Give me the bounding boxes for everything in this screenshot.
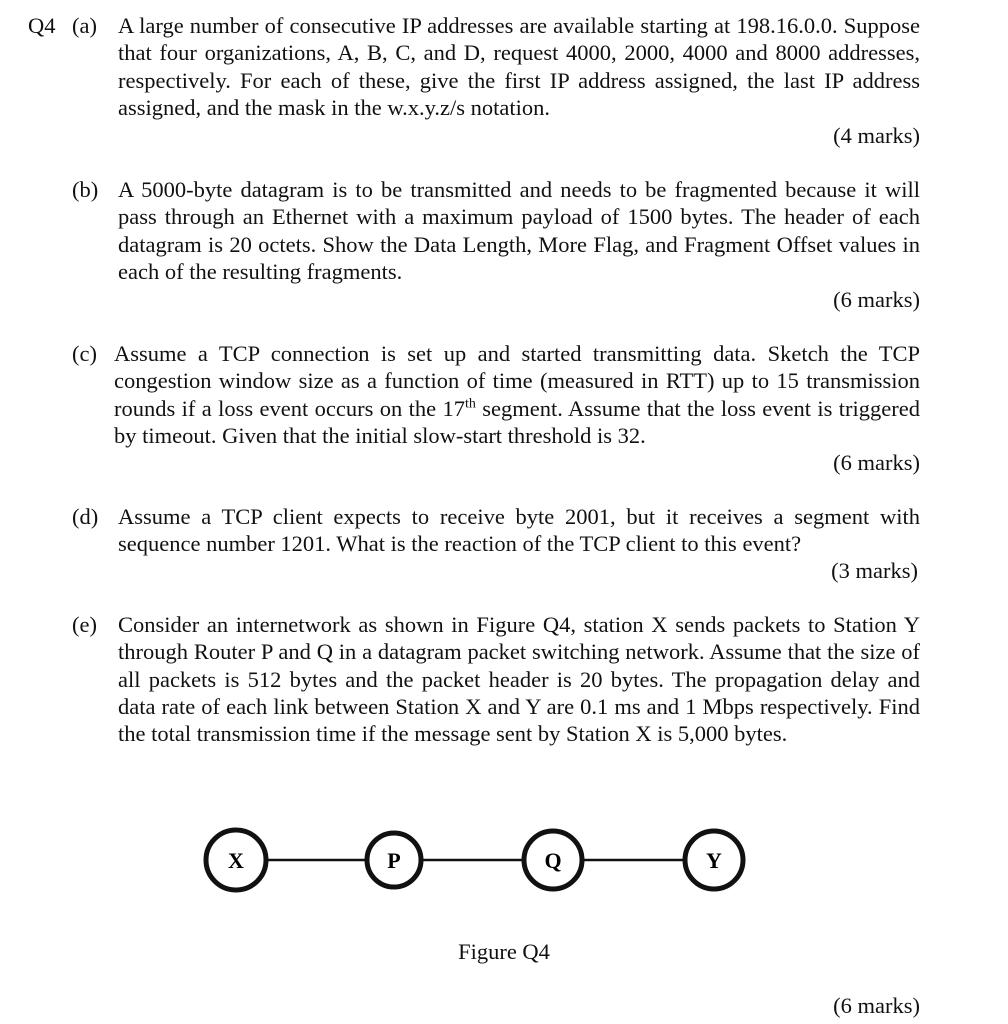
part-e-marks: (6 marks) [833,993,920,1018]
part-a [72,12,920,162]
part-d [72,503,920,563]
part-b-marks: (6 marks) [833,287,920,312]
part-c [72,340,920,460]
part-a-label: (a) [72,13,97,38]
part-c-label: (c) [72,341,97,366]
part-b [72,176,920,296]
node-x-label: X [228,848,244,873]
node-y [685,831,743,889]
node-p-label: P [387,848,401,873]
part-c-text [114,340,920,449]
figure-caption: Figure Q4 [458,939,550,964]
part-c-text-start: Assume a TCP connection is set up and started transmitting data. Sketch the TCP congestion window size as a function of time (measured in RTT) up to 15 transmission rounds if a loss event occurs on the 17 [114,341,920,421]
node-x [206,830,266,890]
part-e [72,611,920,781]
part-c-text-end: segment. Assume that the loss event is triggered by timeout. Given that the initial slow-start threshold is 32. [114,395,920,448]
node-y-label: Y [706,848,722,873]
part-b-text: A 5000-byte datagram is to be transmitted and needs to be fragmented because it will pass through an Ethernet with a maximum payload of 1500 bytes. The header of each datagram is 20 octets. Show the Data Length, More Flag, and Fragment Offset values in each of the resulting fragments. [118,177,920,284]
node-q [524,831,582,889]
part-e-label: (e) [72,612,97,637]
part-d-marks: (3 marks) [831,558,918,583]
part-b-label: (b) [72,177,99,202]
part-d-label: (d) [72,504,99,529]
part-e-text: Consider an internetwork as shown in Figure Q4, station X sends packets to Station Y through Router P and Q in a datagram packet switching network. Assume that the size of all packets is 512 bytes and the packet header is 20 bytes. The propagation delay and data rate of each link between Station X and Y are 0.1 ms and 1 Mbps respectively. Find the total transmission time if the message sent by Station X is 5,000 bytes. [118,612,920,747]
part-a-marks: (4 marks) [833,123,920,148]
part-a-text: A large number of consecutive IP addresses are available starting at 198.16.0.0. Suppose that four organizations, A, B, C, and D, request 4000, 2000, 4000 and 8000 addresses, respectively. For each of these, give the first IP address assigned, the last IP address assigned, and the mask in the w.x.y.z/s notation. [118,13,920,120]
question-number: Q4 [28,13,56,38]
part-d-text: Assume a TCP client expects to receive byte 2001, but it receives a segment with sequence number 1201. What is the reaction of the TCP client to this event? [118,504,920,557]
part-c-superscript: th [465,396,476,412]
network-diagram [190,815,770,905]
node-p [367,833,421,887]
node-q-label: Q [544,848,562,873]
part-c-marks: (6 marks) [833,450,920,475]
